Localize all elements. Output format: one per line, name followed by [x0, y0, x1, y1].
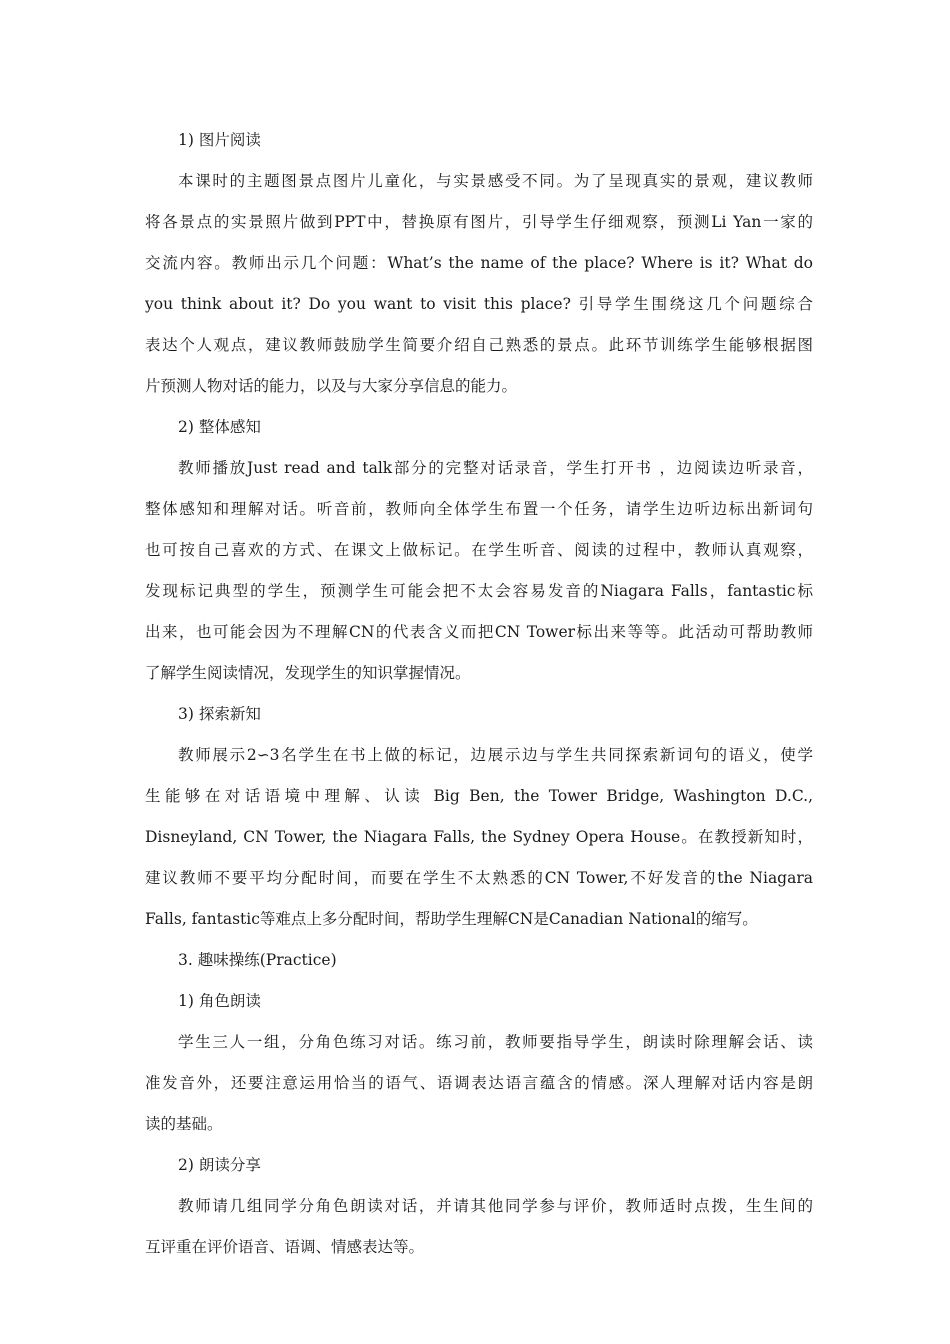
paragraph-line: 读的基础。: [145, 1115, 223, 1133]
section-heading: 3) 探索新知: [178, 705, 261, 723]
paragraph-line: 了解学生阅读情况，发现学生的知识掌握情况。: [145, 664, 471, 682]
paragraph-line: Falls, fantastic等难点上多分配时间，帮助学生理解CN是Canadian National的缩写。: [145, 910, 758, 928]
paragraph-line: 本课时的主题图景点图片儿童化，与实景感受不同。为了呈现真实的景观，建议教师: [178, 172, 813, 190]
paragraph-line: 教师播放Just read and talk部分的完整对话录音，学生打开书 ，边阅读边听录音，: [178, 459, 813, 477]
section-heading: 3. 趣味操练(Practice): [178, 951, 337, 969]
paragraph-line: 互评重在评价语音、语调、情感表达等。: [145, 1238, 425, 1256]
paragraph-line: 教师请几组同学分角色朗读对话，并请其他同学参与评价，教师适时点拨，生生间的: [178, 1197, 813, 1215]
paragraph-line: 教师展示2∽3名学生在书上做的标记，边展示边与学生共同探索新词句的语义，使学: [178, 746, 813, 764]
section-heading: 2) 整体感知: [178, 418, 261, 436]
paragraph-line: 生能够在对话语境中理解、认读 Big Ben, the Tower Bridge, Washington D.C.,: [145, 787, 813, 805]
paragraph-line: 交流内容。教师出示几个问题：What’s the name of the place? Where is it? What do: [145, 254, 813, 272]
paragraph-line: 出来，也可能会因为不理解CN的代表含义而把CN Tower标出来等等。此活动可帮助教师: [145, 623, 813, 641]
paragraph-line: you think about it? Do you want to visit this place? 引导学生围绕这几个问题综合: [145, 295, 813, 313]
paragraph-line: 也可按自己喜欢的方式、在课文上做标记。在学生听音、阅读的过程中，教师认真观察，: [145, 541, 813, 559]
paragraph-line: 表达个人观点，建议教师鼓励学生简要介绍自己熟悉的景点。此环节训练学生能够根据图: [145, 336, 813, 354]
paragraph-line: 整体感知和理解对话。听音前，教师向全体学生布置一个任务，请学生边听边标出新词句: [145, 500, 813, 518]
document-body: [145, 120, 813, 1268]
paragraph-line: 学生三人一组，分角色练习对话。练习前，教师要指导学生，朗读时除理解会话、读: [178, 1033, 813, 1051]
paragraph-line: 片预测人物对话的能力，以及与大家分享信息的能力。: [145, 377, 518, 395]
section-heading: 1) 角色朗读: [178, 992, 261, 1010]
paragraph-line: 发现标记典型的学生，预测学生可能会把不太会容易发音的Niagara Falls，fantastic标: [145, 582, 813, 600]
paragraph-line: 准发音外，还要注意运用恰当的语气、语调表达语言蕴含的情感。深人理解对话内容是朗: [145, 1074, 813, 1092]
section-heading: 2) 朗读分享: [178, 1156, 261, 1174]
paragraph-line: Disneyland, CN Tower, the Niagara Falls, the Sydney Opera House。在教授新知时，: [145, 828, 813, 846]
paragraph-line: 将各景点的实景照片做到PPT中，替换原有图片，引导学生仔细观察，预测Li Yan一家的: [145, 213, 813, 231]
paragraph-line: 建议教师不要平均分配时间，而要在学生不太熟悉的CN Tower,不好发音的the Niagara: [145, 869, 813, 887]
section-heading: 1) 图片阅读: [178, 131, 261, 149]
